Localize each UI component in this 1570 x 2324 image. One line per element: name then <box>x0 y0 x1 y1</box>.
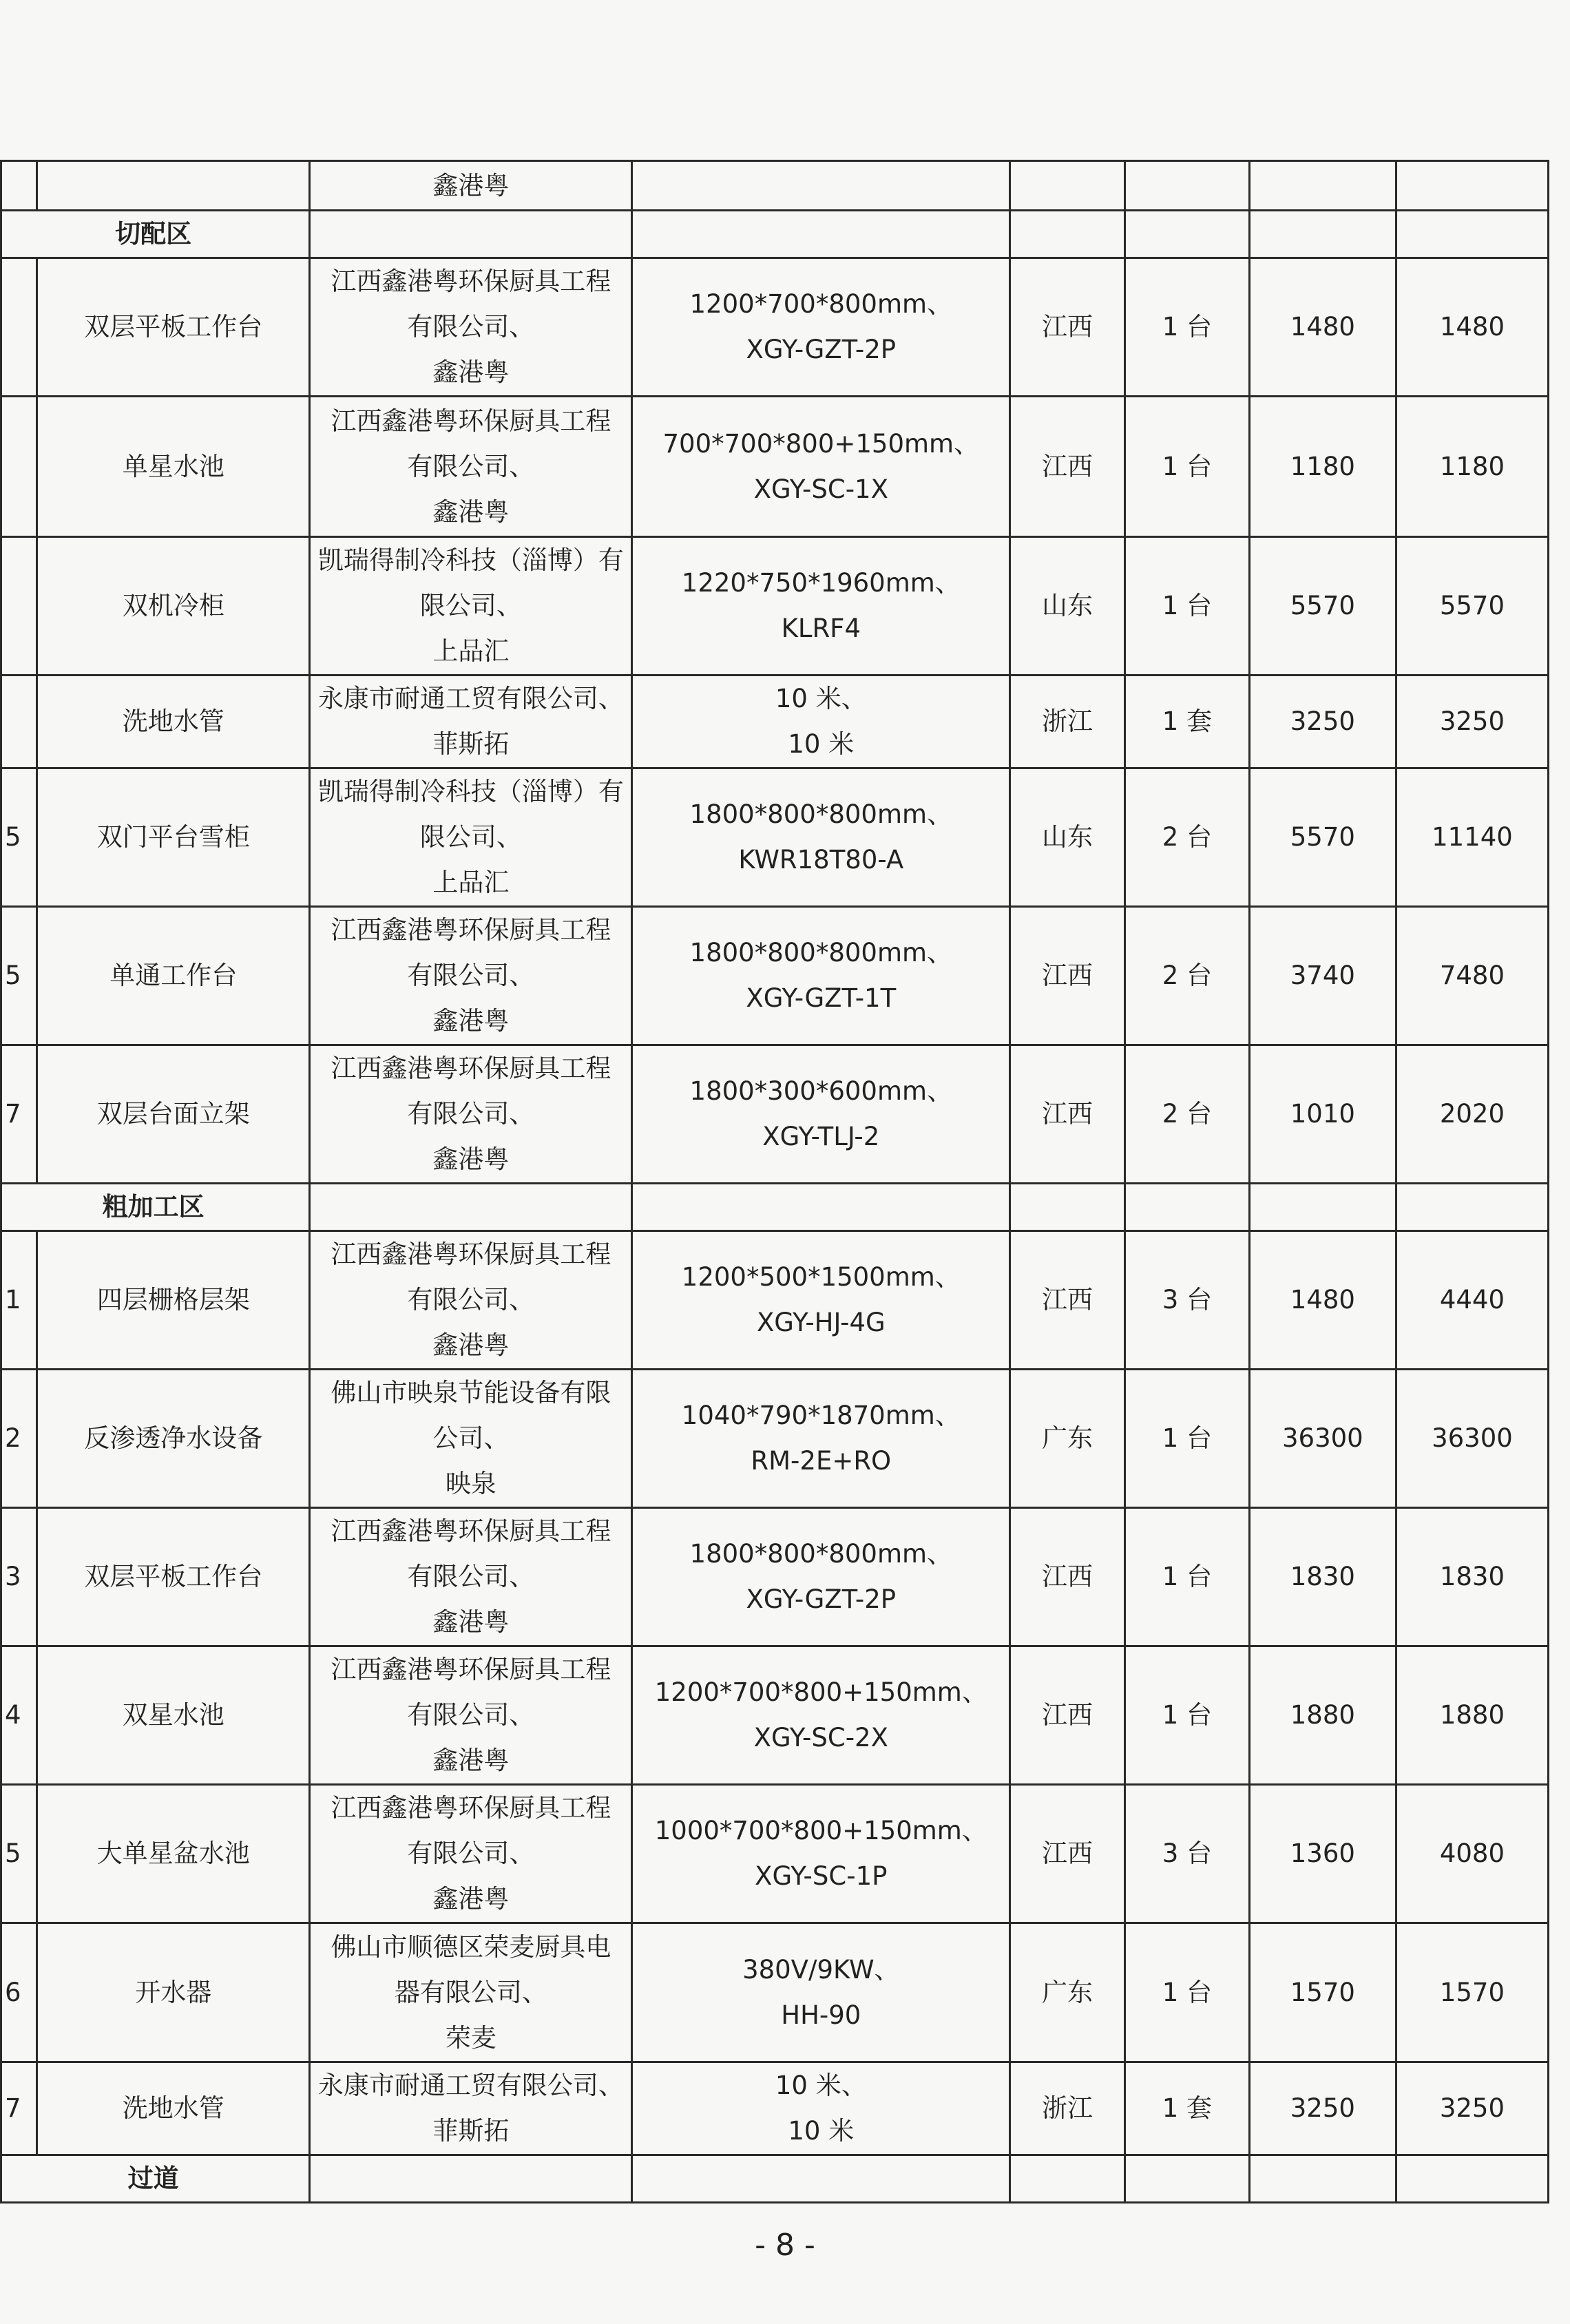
section-title <box>1 1184 310 1231</box>
cell-origin: 江西 <box>1010 907 1125 1045</box>
cell-unit-price: 1180 <box>1249 397 1396 537</box>
cell-total: 3250 <box>1396 2062 1548 2155</box>
cell-no <box>1 397 37 537</box>
cell-qty: 1 台 <box>1124 1923 1249 2062</box>
cell-spec <box>632 258 1010 397</box>
cell-manufacturer-line: 鑫港粤 <box>432 1746 510 1775</box>
cell-origin: 江西 <box>1010 258 1125 397</box>
cell-manufacturer-line: 江西鑫港粤环保厨具工程 <box>331 406 611 436</box>
cell-manufacturer-line: 有限公司、 <box>407 451 535 481</box>
cell-manufacturer <box>310 397 632 537</box>
cell-spec-line: XGY-HJ-4G <box>756 1308 886 1337</box>
cell-manufacturer-line: 上品汇 <box>432 868 510 897</box>
cell-manufacturer-line: 江西鑫港粤环保厨具工程 <box>331 1655 611 1684</box>
cell-spec <box>632 1785 1010 1923</box>
empty-cell <box>1010 211 1125 258</box>
cell-unit-price: 1360 <box>1249 1785 1396 1923</box>
cell-manufacturer-line: 器有限公司、 <box>394 1977 547 2007</box>
cell-spec-line: 10 米、 <box>775 2071 867 2100</box>
cell-manufacturer <box>310 1646 632 1785</box>
cell-manufacturer <box>310 537 632 676</box>
cell-name: 洗地水管 <box>37 676 310 768</box>
cell-spec <box>632 537 1010 676</box>
table-row <box>1 1646 1549 1785</box>
cell-origin <box>1010 161 1125 211</box>
cell-qty: 2 台 <box>1124 907 1249 1045</box>
cell-qty: 1 台 <box>1124 537 1249 676</box>
cell-manufacturer <box>310 258 632 397</box>
cell-spec-line: 1220*750*1960mm、 <box>681 568 961 598</box>
cell-spec-line: 1000*700*800+150mm、 <box>654 1816 987 1845</box>
empty-cell <box>1124 1184 1249 1231</box>
cell-total: 11140 <box>1396 768 1548 907</box>
cell-unit-price: 1010 <box>1249 1045 1396 1184</box>
cell-spec-line: 1800*300*600mm、 <box>689 1076 953 1106</box>
cell-no: 2 <box>1 1370 37 1508</box>
cell-manufacturer <box>310 1370 632 1508</box>
section-header-row <box>1 1184 1549 1231</box>
cell-origin: 山东 <box>1010 537 1125 676</box>
cell-unit-price: 1480 <box>1249 1231 1396 1370</box>
table-row <box>1 907 1549 1045</box>
cell-spec <box>632 768 1010 907</box>
empty-cell <box>1249 1184 1396 1231</box>
cell-total: 1880 <box>1396 1646 1548 1785</box>
cell-spec-line: KWR18T80-A <box>738 845 904 875</box>
cell-total: 1480 <box>1396 258 1548 397</box>
cell-manufacturer-line: 鑫港粤 <box>432 1607 510 1637</box>
cell-spec-line: 700*700*800+150mm、 <box>662 428 980 459</box>
cell-spec-line: 1800*800*800mm、 <box>689 799 953 829</box>
cell-no: 5 <box>1 768 37 907</box>
empty-cell <box>632 2155 1010 2203</box>
cell-spec-line: 10 米 <box>788 2116 855 2146</box>
empty-cell <box>1124 211 1249 258</box>
cell-manufacturer-line: 江西鑫港粤环保厨具工程 <box>331 1239 611 1269</box>
empty-cell <box>310 1184 632 1231</box>
cell-manufacturer-line: 菲斯拓 <box>432 729 510 759</box>
cell-spec <box>632 397 1010 537</box>
cell-manufacturer: 鑫港粤 <box>310 161 632 211</box>
cell-unit-price: 5570 <box>1249 768 1396 907</box>
cell-spec-line: 1200*500*1500mm、 <box>681 1262 961 1292</box>
section-title <box>1 2155 310 2203</box>
section-title-text: 切配区 <box>115 219 192 249</box>
cell-unit-price: 3250 <box>1249 676 1396 768</box>
cell-manufacturer-line: 佛山市映泉节能设备有限 <box>331 1378 611 1407</box>
section-header-row <box>1 211 1549 258</box>
cell-manufacturer-line: 鑫港粤 <box>432 1330 510 1360</box>
cell-manufacturer-line: 鑫港粤 <box>432 1144 510 1174</box>
table-row <box>1 676 1549 768</box>
section-title <box>1 211 310 258</box>
cell-qty: 3 台 <box>1124 1785 1249 1923</box>
cell-spec <box>632 676 1010 768</box>
cell-manufacturer-line: 凯瑞得制冷科技（淄博）有 <box>317 777 624 806</box>
table-row <box>1 1231 1549 1370</box>
cell-spec-line: 1800*800*800mm、 <box>689 1539 953 1569</box>
cell-spec-line: KLRF4 <box>781 614 861 643</box>
cell-spec-line: 380V/9KW、 <box>742 1954 900 1985</box>
cell-name: 双星水池 <box>37 1646 310 1785</box>
cell-total: 36300 <box>1396 1370 1548 1508</box>
cell-manufacturer <box>310 676 632 768</box>
cell-name: 四层栅格层架 <box>37 1231 310 1370</box>
cell-name: 反渗透净水设备 <box>37 1370 310 1508</box>
cell-manufacturer-line: 有限公司、 <box>407 1839 535 1868</box>
cell-manufacturer-line: 鑫港粤 <box>432 1006 510 1036</box>
empty-cell <box>1010 2155 1125 2203</box>
cell-spec-line: XGY-SC-1X <box>753 474 888 504</box>
cell-qty: 1 台 <box>1124 1370 1249 1508</box>
cell-name: 双门平台雪柜 <box>37 768 310 907</box>
page-number: - 8 - <box>755 2228 815 2263</box>
cell-total: 4440 <box>1396 1231 1548 1370</box>
cell-manufacturer-line: 永康市耐通工贸有限公司、 <box>317 2071 624 2100</box>
cell-manufacturer-line: 限公司、 <box>419 822 522 852</box>
cell-name: 单通工作台 <box>37 907 310 1045</box>
cell-spec-line: RM-2E+RO <box>751 1446 892 1476</box>
cell-total: 4080 <box>1396 1785 1548 1923</box>
cell-origin: 江西 <box>1010 397 1125 537</box>
cell-total <box>1396 161 1548 211</box>
cell-spec-line: 10 米、 <box>775 684 867 713</box>
cell-manufacturer-line: 限公司、 <box>419 591 522 620</box>
empty-cell <box>1010 1184 1125 1231</box>
cell-manufacturer-line: 有限公司、 <box>407 961 535 990</box>
cell-no: 1 <box>1 1231 37 1370</box>
cell-manufacturer-line: 荣麦 <box>445 2022 496 2053</box>
cell-qty: 1 套 <box>1124 676 1249 768</box>
cell-spec <box>632 1646 1010 1785</box>
cell-spec <box>632 1231 1010 1370</box>
table-row <box>1 397 1549 537</box>
cell-manufacturer <box>310 1923 632 2062</box>
cell-manufacturer-line: 鑫港粤 <box>432 357 510 387</box>
cell-origin: 广东 <box>1010 1923 1125 2062</box>
table-row <box>1 1785 1549 1923</box>
cell-origin: 江西 <box>1010 1785 1125 1923</box>
cell-spec-line: HH-90 <box>781 2000 861 2030</box>
cell-unit-price: 1830 <box>1249 1508 1396 1646</box>
cell-name: 洗地水管 <box>37 2062 310 2155</box>
cell-spec-line: XGY-GZT-2P <box>746 335 897 364</box>
cell-unit-price: 1480 <box>1249 258 1396 397</box>
table-row-continued <box>1 161 1549 211</box>
cell-origin: 山东 <box>1010 768 1125 907</box>
cell-manufacturer-line: 有限公司、 <box>407 1562 535 1591</box>
cell-spec-line: 1800*800*800mm、 <box>689 938 953 967</box>
table-row <box>1 537 1549 676</box>
section-header-row <box>1 2155 1549 2203</box>
cell-unit-price: 5570 <box>1249 537 1396 676</box>
cell-manufacturer-line: 永康市耐通工贸有限公司、 <box>317 684 624 713</box>
cell-no: 5 <box>1 1785 37 1923</box>
cell-qty: 1 套 <box>1124 2062 1249 2155</box>
cell-spec-line: XGY-TLJ-2 <box>762 1122 880 1151</box>
table-row <box>1 1045 1549 1184</box>
section-title-text: 粗加工区 <box>102 1192 205 1222</box>
cell-total: 1180 <box>1396 397 1548 537</box>
cell-total: 2020 <box>1396 1045 1548 1184</box>
cell-name: 双层平板工作台 <box>37 258 310 397</box>
cell-spec-line: 1040*790*1870mm、 <box>681 1401 961 1430</box>
cell-manufacturer-line: 江西鑫港粤环保厨具工程 <box>331 915 611 945</box>
table-row <box>1 2062 1549 2155</box>
empty-cell <box>1396 2155 1548 2203</box>
cell-manufacturer-line: 江西鑫港粤环保厨具工程 <box>331 1516 611 1546</box>
cell-qty: 2 台 <box>1124 768 1249 907</box>
cell-no: 7 <box>1 1045 37 1184</box>
cell-manufacturer <box>310 768 632 907</box>
cell-no <box>1 161 37 211</box>
cell-no <box>1 537 37 676</box>
cell-unit-price: 36300 <box>1249 1370 1396 1508</box>
cell-qty: 1 台 <box>1124 258 1249 397</box>
cell-total: 1830 <box>1396 1508 1548 1646</box>
cell-manufacturer-line: 江西鑫港粤环保厨具工程 <box>331 1054 611 1083</box>
cell-manufacturer-line: 有限公司、 <box>407 1700 535 1730</box>
cell-manufacturer-line: 有限公司、 <box>407 1099 535 1129</box>
empty-cell <box>1396 1184 1548 1231</box>
cell-total: 3250 <box>1396 676 1548 768</box>
cell-manufacturer <box>310 1045 632 1184</box>
cell-qty: 3 台 <box>1124 1231 1249 1370</box>
cell-total: 1570 <box>1396 1923 1548 2062</box>
empty-cell <box>1249 2155 1396 2203</box>
equipment-table-body <box>1 161 1549 2203</box>
cell-no <box>1 258 37 397</box>
cell-name: 双层台面立架 <box>37 1045 310 1184</box>
cell-manufacturer-line: 佛山市顺德区荣麦厨具电 <box>331 1932 611 1962</box>
table-row <box>1 1508 1549 1646</box>
cell-no <box>1 676 37 768</box>
cell-origin: 浙江 <box>1010 676 1125 768</box>
table-row <box>1 1370 1549 1508</box>
cell-manufacturer-line: 菲斯拓 <box>432 2116 510 2146</box>
cell-no: 3 <box>1 1508 37 1646</box>
cell-spec <box>632 1923 1010 2062</box>
cell-no: 7 <box>1 2062 37 2155</box>
cell-unit-price: 1570 <box>1249 1923 1396 2062</box>
empty-cell <box>1249 211 1396 258</box>
cell-qty: 1 台 <box>1124 1646 1249 1785</box>
cell-no: 6 <box>1 1923 37 2062</box>
equipment-table <box>0 160 1549 2203</box>
cell-name: 大单星盆水池 <box>37 1785 310 1923</box>
cell-manufacturer <box>310 1785 632 1923</box>
cell-name: 单星水池 <box>37 397 310 537</box>
cell-spec <box>632 1508 1010 1646</box>
cell-no: 4 <box>1 1646 37 1785</box>
cell-qty: 1 台 <box>1124 1508 1249 1646</box>
cell-unit-price: 1880 <box>1249 1646 1396 1785</box>
cell-total: 5570 <box>1396 537 1548 676</box>
cell-spec-line: 10 米 <box>788 729 855 759</box>
empty-cell <box>1124 2155 1249 2203</box>
cell-manufacturer-line: 凯瑞得制冷科技（淄博）有 <box>317 545 624 575</box>
cell-qty: 2 台 <box>1124 1045 1249 1184</box>
cell-manufacturer-line: 鑫港粤 <box>432 496 510 527</box>
cell-name: 双层平板工作台 <box>37 1508 310 1646</box>
cell-manufacturer <box>310 2062 632 2155</box>
cell-unit-price <box>1249 161 1396 211</box>
cell-spec <box>632 1370 1010 1508</box>
cell-spec-line: 1200*700*800mm、 <box>689 289 953 319</box>
cell-spec <box>632 161 1010 211</box>
cell-manufacturer-line: 上品汇 <box>432 636 510 666</box>
empty-cell <box>310 2155 632 2203</box>
cell-manufacturer <box>310 1508 632 1646</box>
empty-cell <box>632 211 1010 258</box>
cell-unit-price: 3250 <box>1249 2062 1396 2155</box>
cell-manufacturer-line: 公司、 <box>432 1423 510 1453</box>
cell-origin: 江西 <box>1010 1646 1125 1785</box>
cell-manufacturer <box>310 1231 632 1370</box>
cell-total: 7480 <box>1396 907 1548 1045</box>
cell-manufacturer <box>310 907 632 1045</box>
cell-spec <box>632 1045 1010 1184</box>
cell-manufacturer-line: 有限公司、 <box>407 1285 535 1315</box>
cell-name: 双机冷柜 <box>37 537 310 676</box>
cell-qty: 1 台 <box>1124 397 1249 537</box>
cell-no: 5 <box>1 907 37 1045</box>
cell-name: 开水器 <box>37 1923 310 2062</box>
empty-cell <box>310 211 632 258</box>
table-row <box>1 258 1549 397</box>
cell-spec-line: XGY-GZT-2P <box>746 1584 897 1614</box>
cell-spec-line: XGY-SC-2X <box>753 1723 888 1752</box>
cell-origin: 江西 <box>1010 1508 1125 1646</box>
cell-spec-line: 1200*700*800+150mm、 <box>654 1677 987 1707</box>
cell-name <box>37 161 310 211</box>
table-row <box>1 768 1549 907</box>
empty-cell <box>632 1184 1010 1231</box>
table-row <box>1 1923 1549 2062</box>
cell-manufacturer-line: 鑫港粤 <box>432 1884 510 1914</box>
cell-origin: 江西 <box>1010 1231 1125 1370</box>
cell-unit-price: 3740 <box>1249 907 1396 1045</box>
cell-origin: 江西 <box>1010 1045 1125 1184</box>
cell-manufacturer-line: 映泉 <box>445 1469 496 1498</box>
cell-manufacturer-line: 有限公司、 <box>407 312 535 342</box>
cell-qty <box>1124 161 1249 211</box>
cell-spec <box>632 2062 1010 2155</box>
cell-origin: 广东 <box>1010 1370 1125 1508</box>
cell-spec <box>632 907 1010 1045</box>
cell-spec-line: XGY-GZT-1T <box>746 983 897 1013</box>
section-title-text: 过道 <box>127 2164 179 2193</box>
cell-origin: 浙江 <box>1010 2062 1125 2155</box>
empty-cell <box>1396 211 1548 258</box>
cell-spec-line: XGY-SC-1P <box>755 1861 888 1891</box>
cell-manufacturer-line: 江西鑫港粤环保厨具工程 <box>331 1793 611 1823</box>
cell-manufacturer-line: 江西鑫港粤环保厨具工程 <box>331 266 611 296</box>
